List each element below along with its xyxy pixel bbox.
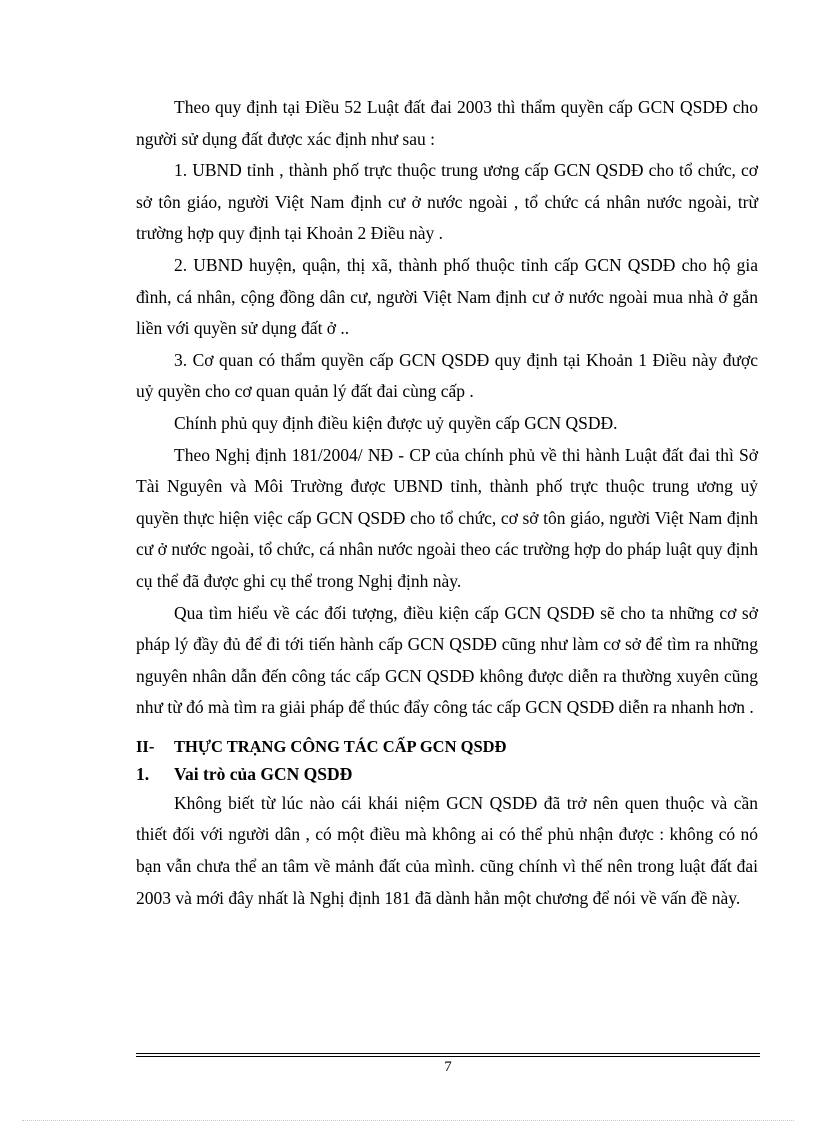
subsection-heading (136, 760, 758, 788)
section-title: THỰC TRẠNG CÔNG TÁC CẤP GCN QSDĐ (174, 736, 507, 756)
page-edge-divider (22, 1120, 794, 1121)
paragraph-government-rule: Chính phủ quy định điều kiện được uỷ quyền cấp GCN QSDĐ. (174, 412, 618, 433)
section-number: II- (136, 736, 155, 756)
section-heading (136, 734, 758, 760)
footer-divider (136, 1053, 760, 1057)
paragraph-research-summary: Qua tìm hiểu về các đối tượng, điều kiện cấp GCN QSDĐ sẽ cho ta những cơ sở pháp lý đầy đủ để đi tới tiến hành cấp GCN QSDĐ cũng như làm cơ sở để tìm ra những nguyên nhân dẫn đến công tác cấp GCN QSDĐ không được diễn ra thường xuyên cũng như từ đó mà tìm ra giải pháp để thúc đẩy công tác cấp GCN QSDĐ diễn ra nhanh hơn . (136, 602, 758, 718)
subsection-title: Vai trò của GCN QSDĐ (174, 763, 353, 784)
page-number: 7 (444, 1059, 452, 1075)
paragraph-decree-181: Theo Nghị định 181/2004/ NĐ - CP của chính phủ về thi hành Luật đất đai thì Sở Tài Nguyên và Môi Trường được UBND tỉnh, thành phố trực thuộc trung ương uỷ quyền thực hiện việc cấp GCN QSDĐ cho tổ chức, cơ sở tôn giáo, người Việt Nam định cư ở nước ngoài, tổ chức, cá nhân nước ngoài theo các trường hợp do pháp luật quy định cụ thể đã được ghi cụ thể trong Nghị định này. (136, 444, 758, 591)
paragraph-item-1: 1. UBND tỉnh , thành phố trực thuộc trung ương cấp GCN QSDĐ cho tổ chức, cơ sở tôn giáo, người Việt Nam định cư ở nước ngoài , tổ chức cá nhân nước ngoài, trừ trường hợp quy định tại Khoản 2 Điều này . (136, 160, 758, 244)
paragraph-item-3: 3. Cơ quan có thẩm quyền cấp GCN QSDĐ quy định tại Khoản 1 Điều này được uỷ quyền cho cơ quan quản lý đất đai cùng cấp . (136, 349, 758, 402)
paragraph-role-of-certificate: Không biết từ lúc nào cái khái niệm GCN QSDĐ đã trở nên quen thuộc và cần thiết đối với người dân , có một điều mà không ai có thể phủ nhận được : không có nó bạn vẫn chưa thể an tâm về mảnh đất của mình. cũng chính vì thế nên trong luật đất đai 2003 và mới đây nhất là Nghị định 181 đã dành hẳn một chương để nói về vấn đề này. (136, 792, 758, 908)
page-body (136, 92, 758, 914)
subsection-number: 1. (136, 763, 150, 784)
paragraph-authority-intro: Theo quy định tại Điều 52 Luật đất đai 2003 thì thẩm quyền cấp GCN QSDĐ cho người sử dụng đất được xác định như sau : (136, 97, 758, 149)
paragraph-item-2: 2. UBND huyện, quận, thị xã, thành phố thuộc tỉnh cấp GCN QSDĐ cho hộ gia đình, cá nhân, cộng đồng dân cư, người Việt Nam định cư ở nước ngoài mua nhà ở gắn liền với quyền sử dụng đất ở .. (136, 254, 758, 339)
